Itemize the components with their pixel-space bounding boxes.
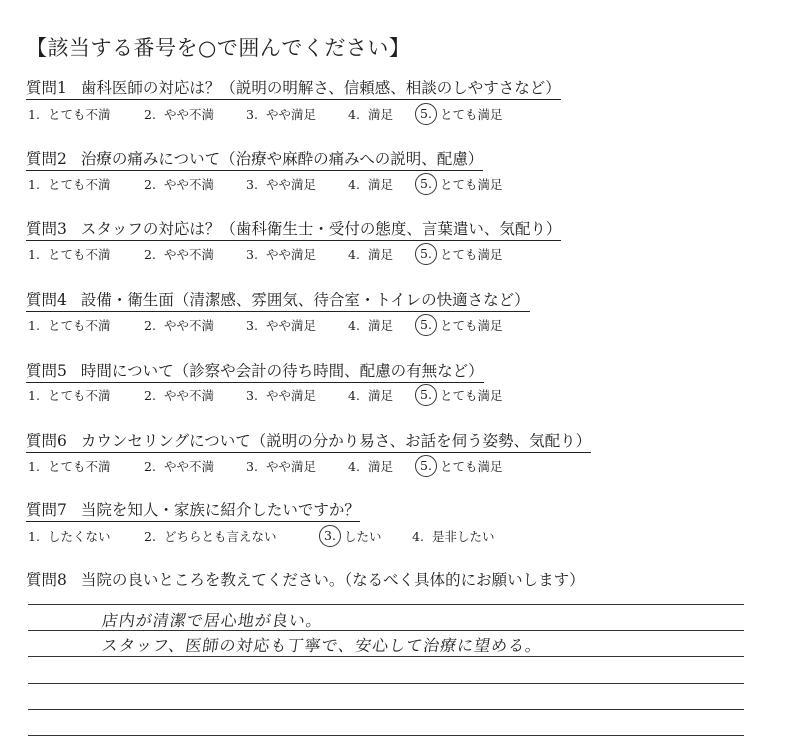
option-number: 4. bbox=[348, 459, 360, 474]
option-label: やや満足 bbox=[265, 388, 316, 403]
question-text: 当院の良いところを教えてください。（なるべく具体的にお願いします） bbox=[80, 571, 585, 589]
option-1[interactable] bbox=[28, 315, 110, 337]
option-label: やや満足 bbox=[265, 459, 316, 474]
answer-line bbox=[28, 709, 744, 710]
option-number: 4. bbox=[348, 318, 360, 333]
option-number: 3. bbox=[246, 177, 258, 192]
selected-circle: 5. bbox=[415, 314, 437, 336]
question-5-title bbox=[26, 361, 484, 383]
option-label: やや満足 bbox=[265, 177, 316, 192]
option-label: 満足 bbox=[367, 318, 393, 333]
question-number: 質問6 bbox=[26, 432, 67, 450]
option-5-selected[interactable] bbox=[420, 174, 503, 196]
selected-circle: 5. bbox=[415, 384, 437, 406]
option-number: 4. bbox=[348, 107, 360, 122]
option-label: とても満足 bbox=[440, 177, 503, 192]
option-4[interactable] bbox=[348, 456, 393, 478]
question-text: カウンセリングについて（説明の分かり易さ、お話を伺う姿勢、気配り） bbox=[80, 432, 592, 450]
option-2[interactable] bbox=[144, 456, 214, 478]
option-label: 満足 bbox=[367, 107, 393, 122]
option-number: 2. bbox=[144, 388, 156, 403]
option-label: どちらとも言えない bbox=[163, 529, 277, 544]
option-2[interactable] bbox=[144, 385, 214, 407]
question-2-title bbox=[26, 149, 483, 171]
answer-line bbox=[28, 735, 744, 736]
option-3[interactable] bbox=[246, 104, 316, 126]
option-label: とても満足 bbox=[440, 318, 503, 333]
question-8-title bbox=[26, 570, 585, 590]
question-text: 治療の痛みについて（治療や麻酔の痛みへの説明、配慮） bbox=[80, 150, 484, 168]
option-5-selected[interactable] bbox=[420, 456, 503, 478]
option-number: 2. bbox=[144, 247, 156, 262]
question-3-title bbox=[26, 219, 561, 241]
option-number: 4. bbox=[412, 529, 424, 544]
option-label: やや満足 bbox=[265, 318, 316, 333]
option-label: やや不満 bbox=[163, 107, 214, 122]
option-number: 1. bbox=[28, 107, 40, 122]
option-number: 1. bbox=[28, 459, 40, 474]
option-number: 1. bbox=[28, 177, 40, 192]
option-label: やや不満 bbox=[163, 177, 214, 192]
option-3-selected[interactable] bbox=[324, 526, 382, 548]
option-number: 2. bbox=[144, 107, 156, 122]
option-number: 3. bbox=[246, 107, 258, 122]
option-4[interactable] bbox=[348, 315, 393, 337]
option-number: 1. bbox=[28, 388, 40, 403]
option-4[interactable] bbox=[348, 385, 393, 407]
option-label: とても不満 bbox=[47, 459, 111, 474]
answer-line bbox=[28, 656, 744, 657]
option-4[interactable] bbox=[412, 526, 494, 548]
option-label: したい bbox=[344, 529, 382, 544]
option-1[interactable] bbox=[28, 104, 110, 126]
option-number: 1. bbox=[28, 318, 40, 333]
page-title: 【該当する番号を○で囲んでください】 bbox=[26, 36, 411, 60]
question-number: 質問4 bbox=[26, 291, 67, 309]
selected-circle: 5. bbox=[415, 243, 437, 265]
question-4-title bbox=[26, 290, 530, 312]
option-1[interactable] bbox=[28, 526, 110, 548]
option-3[interactable] bbox=[246, 174, 316, 196]
option-1[interactable] bbox=[28, 456, 110, 478]
option-number: 3. bbox=[246, 388, 258, 403]
option-label: とても満足 bbox=[440, 247, 503, 262]
option-label: 満足 bbox=[367, 247, 393, 262]
option-label: やや不満 bbox=[163, 247, 214, 262]
question-number: 質問1 bbox=[26, 79, 67, 97]
option-number: 3. bbox=[246, 459, 258, 474]
option-label: とても満足 bbox=[440, 459, 503, 474]
option-label: やや不満 bbox=[163, 388, 214, 403]
option-number: 2. bbox=[144, 177, 156, 192]
option-1[interactable] bbox=[28, 385, 110, 407]
question-number: 質問2 bbox=[26, 150, 67, 168]
selected-circle: 3. bbox=[319, 525, 341, 547]
option-label: 満足 bbox=[367, 177, 393, 192]
option-label: やや不満 bbox=[163, 459, 214, 474]
option-number: 1. bbox=[28, 529, 40, 544]
option-label: やや満足 bbox=[265, 107, 316, 122]
question-text: スタッフの対応は？（歯科衛生士・受付の態度、言葉遣い、気配り） bbox=[80, 220, 562, 238]
option-4[interactable] bbox=[348, 244, 393, 266]
option-5-selected[interactable] bbox=[420, 104, 503, 126]
option-label: とても不満 bbox=[47, 247, 111, 262]
question-number: 質問8 bbox=[26, 571, 67, 589]
option-label: とても不満 bbox=[47, 107, 111, 122]
option-number: 3. bbox=[246, 318, 258, 333]
option-2[interactable] bbox=[144, 174, 214, 196]
option-4[interactable] bbox=[348, 174, 393, 196]
option-2[interactable] bbox=[144, 244, 214, 266]
option-4[interactable] bbox=[348, 104, 393, 126]
option-2[interactable] bbox=[144, 526, 276, 548]
option-label: とても不満 bbox=[47, 388, 111, 403]
selected-circle: 5. bbox=[415, 173, 437, 195]
option-number: 4. bbox=[348, 247, 360, 262]
option-label: 満足 bbox=[367, 388, 393, 403]
option-label: 是非したい bbox=[431, 529, 495, 544]
question-7-title bbox=[26, 500, 360, 522]
option-label: とても満足 bbox=[440, 388, 503, 403]
option-3[interactable] bbox=[246, 456, 316, 478]
question-text: 当院を知人・家族に紹介したいですか？ bbox=[80, 501, 360, 519]
option-label: とても不満 bbox=[47, 177, 111, 192]
question-text: 時間について（診察や会計の待ち時間、配慮の有無など） bbox=[80, 362, 484, 380]
option-label: やや満足 bbox=[265, 247, 316, 262]
option-1[interactable] bbox=[28, 244, 110, 266]
option-label: やや不満 bbox=[163, 318, 214, 333]
question-number: 質問5 bbox=[26, 362, 67, 380]
handwritten-answer-line-2: スタッフ、医師の対応も丁寧で、安心して治療に望める。 bbox=[100, 636, 544, 655]
question-text: 歯科医師の対応は？（説明の明解さ、信頼感、相談のしやすさなど） bbox=[80, 79, 561, 97]
option-5-selected[interactable] bbox=[420, 315, 503, 337]
option-number: 3. bbox=[246, 247, 258, 262]
question-number: 質問7 bbox=[26, 501, 67, 519]
option-3[interactable] bbox=[246, 244, 316, 266]
option-number: 2. bbox=[144, 529, 156, 544]
question-6-title bbox=[26, 431, 591, 453]
option-number: 1. bbox=[28, 247, 40, 262]
option-3[interactable] bbox=[246, 385, 316, 407]
option-2[interactable] bbox=[144, 315, 214, 337]
option-number: 4. bbox=[348, 177, 360, 192]
option-2[interactable] bbox=[144, 104, 214, 126]
answer-line bbox=[28, 604, 744, 605]
option-5-selected[interactable] bbox=[420, 244, 503, 266]
option-number: 4. bbox=[348, 388, 360, 403]
option-label: 満足 bbox=[367, 459, 393, 474]
question-number: 質問3 bbox=[26, 220, 67, 238]
question-1-title bbox=[26, 78, 561, 100]
answer-line bbox=[28, 683, 744, 684]
selected-circle: 5. bbox=[415, 455, 437, 477]
option-number: 2. bbox=[144, 318, 156, 333]
option-number: 2. bbox=[144, 459, 156, 474]
option-3[interactable] bbox=[246, 315, 316, 337]
option-label: したくない bbox=[47, 529, 111, 544]
option-label: とても満足 bbox=[440, 107, 503, 122]
question-text: 設備・衛生面（清潔感、雰囲気、待合室・トイレの快適さなど） bbox=[80, 291, 530, 309]
handwritten-answer-line-1: 店内が清潔で居心地が良い。 bbox=[100, 611, 325, 630]
option-1[interactable] bbox=[28, 174, 110, 196]
selected-circle: 5. bbox=[415, 103, 437, 125]
option-label: とても不満 bbox=[47, 318, 111, 333]
option-5-selected[interactable] bbox=[420, 385, 503, 407]
